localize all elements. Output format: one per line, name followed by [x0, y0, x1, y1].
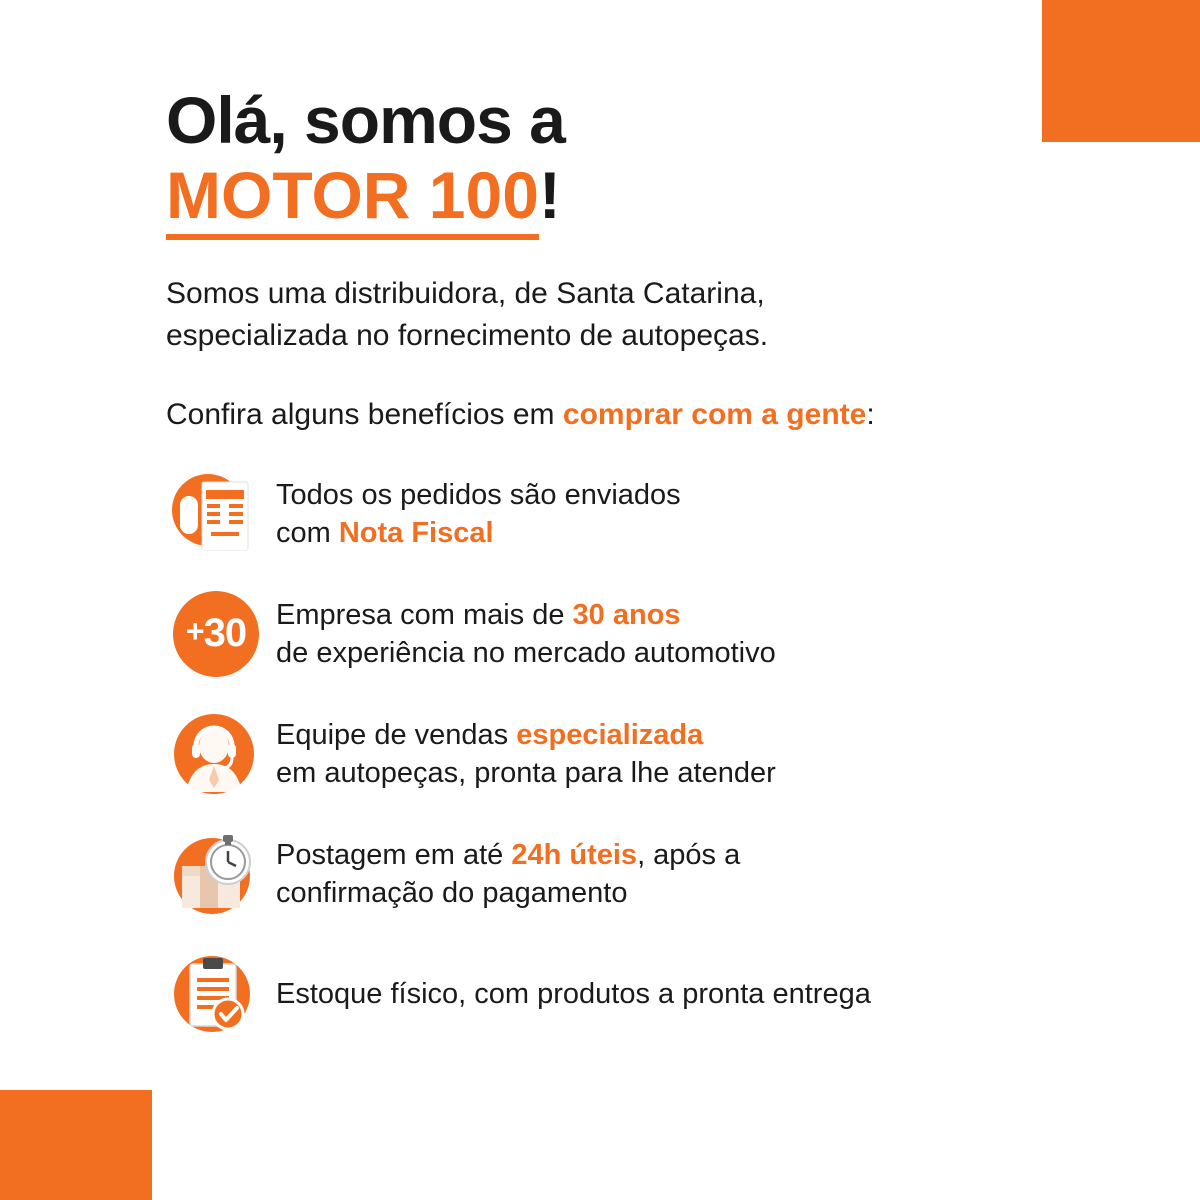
plus-30-badge: [166, 586, 266, 682]
benefit-text: [266, 476, 681, 553]
benefit-text: [266, 716, 776, 793]
benefits-lead: [166, 398, 1106, 432]
benefit-line-1: Estoque físico, com produtos a pronta entrega: [276, 977, 871, 1010]
benefit-line-1: [276, 836, 740, 874]
intro-line-1: Somos uma distribuidora, de Santa Catarina,: [166, 277, 765, 311]
badge-plus: +: [185, 613, 204, 650]
benefit-list: [166, 466, 1106, 1042]
intro-line-2: especializada no fornecimento de autopeças.: [166, 318, 769, 352]
benefit-line-1-prefix: Equipe de vendas: [276, 718, 517, 751]
headline-exclamation: !: [538, 158, 561, 233]
benefit-line-1: [276, 716, 776, 754]
badge-label: [186, 611, 246, 656]
clipboard-check-icon: [166, 946, 266, 1042]
benefit-item: [166, 946, 1106, 1042]
benefit-text: [266, 596, 776, 673]
content-container: [166, 83, 1106, 1042]
benefit-line-2-highlight: Nota Fiscal: [338, 516, 494, 549]
benefit-item: [166, 466, 1106, 562]
benefit-line-2: [276, 514, 681, 552]
benefits-lead-prefix: Confira alguns benefícios em: [166, 397, 563, 431]
benefit-line-2: em autopeças, pronta para lhe atender: [276, 756, 776, 789]
box-stopwatch-icon: [166, 826, 266, 922]
benefit-line-1-prefix: Empresa com mais de: [276, 598, 573, 631]
intro-paragraph: [166, 273, 1106, 356]
benefit-item: [166, 706, 1106, 802]
brand-name: MOTOR 100: [166, 158, 539, 240]
benefit-line-1-highlight: 30 anos: [572, 598, 681, 631]
benefits-lead-suffix: :: [866, 397, 875, 431]
benefit-item: [166, 586, 1106, 682]
benefit-line-2: de experiência no mercado automotivo: [276, 636, 776, 669]
receipt-icon: [166, 466, 266, 562]
benefit-line-1: Todos os pedidos são enviados: [276, 478, 681, 511]
benefit-text: [266, 836, 740, 913]
benefit-line-1-highlight: especializada: [516, 718, 704, 751]
decorative-square-bottom-left: [0, 1090, 152, 1200]
badge-number: 30: [203, 611, 247, 656]
headline-line-1: Olá, somos a: [166, 83, 565, 157]
headline-line-2: [166, 159, 1106, 233]
benefit-line-1-highlight: 24h úteis: [511, 838, 638, 871]
benefit-line-1-suffix: , após a: [637, 838, 741, 871]
badge-circle: [173, 591, 259, 677]
benefit-line-2-prefix: com: [276, 516, 339, 549]
benefit-item: [166, 826, 1106, 922]
benefit-text: [266, 975, 871, 1013]
benefit-line-1-prefix: Postagem em até: [276, 838, 512, 871]
benefit-line-2: confirmação do pagamento: [276, 876, 628, 909]
benefit-line-1: [276, 596, 776, 634]
headset-agent-icon: [166, 706, 266, 802]
benefits-lead-highlight: comprar com a gente: [562, 397, 867, 431]
